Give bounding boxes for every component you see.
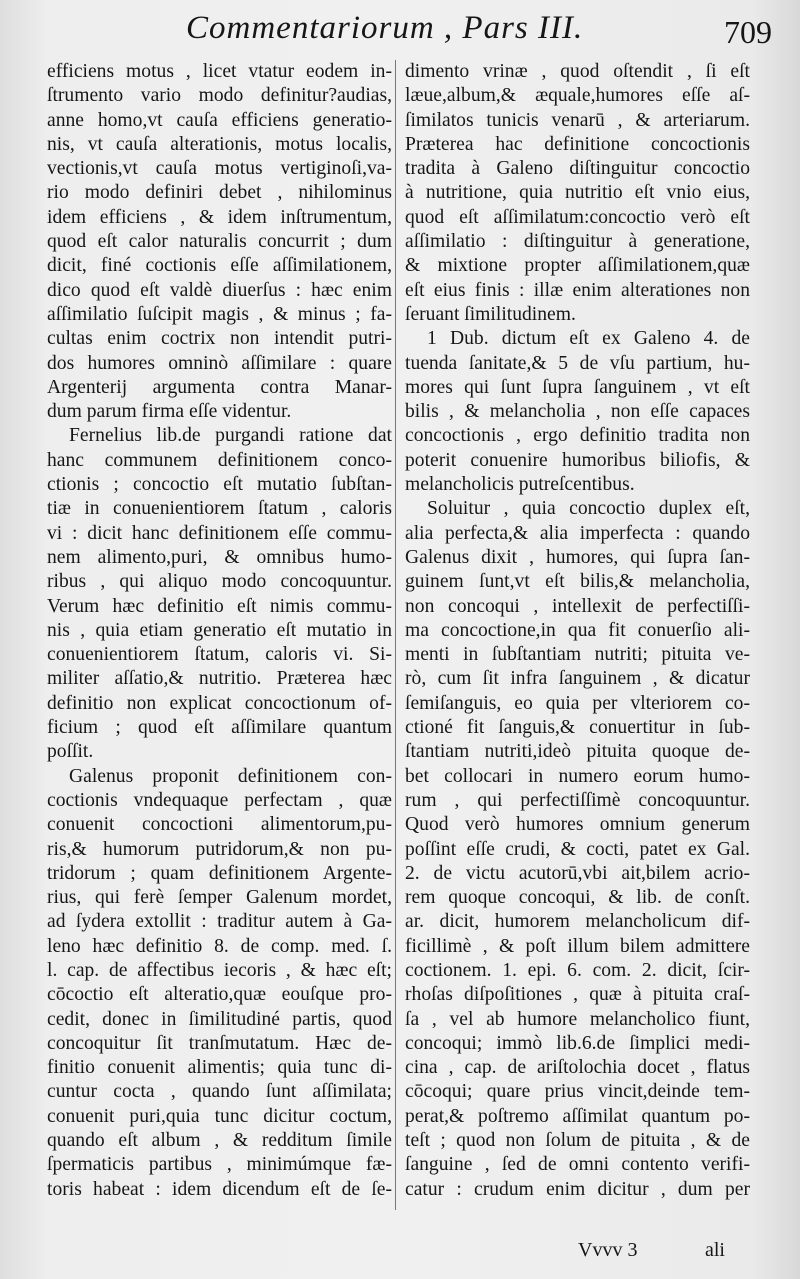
text-line: cedit, donec in ſimilitudiné partis, quod [47, 1008, 392, 1030]
text-line: ma concoctione,in qua fit conuerſio ali- [405, 619, 750, 641]
text-line: rhoſas diſpoſitiones , quæ à pituita craſ- [405, 984, 750, 1006]
text-line: rò, cum ſit infra ſanguinem , & dicatur [405, 668, 750, 690]
text-line: ris,& humorum putridorum,& non pu- [47, 838, 392, 860]
text-line: dos humores omninò aſſimilare : quare [47, 352, 392, 374]
text-line: à nutritione, quia nutritio eſt vnio eius, [405, 182, 750, 204]
text-line: cultas enim coctrix non intendit putri- [47, 328, 392, 350]
left-text-column [47, 60, 392, 1202]
text-line: ſa , vel ab humore melancholico fiunt, [405, 1008, 750, 1030]
text-line: quando eſt album , & redditum ſimile [47, 1130, 392, 1152]
text-line: rius, qui ferè ſemper Galenum mordet, [47, 887, 392, 909]
text-line: finitio conuenit alimentis; quia tunc di- [47, 1057, 392, 1079]
text-line: anne homo,vt cauſa efficiens generatio- [47, 109, 392, 131]
text-line: alia perfecta,& alia imperfecta : quando [405, 522, 750, 544]
text-line: aſſimilatio ſuſcipit magis , & minus ; fa- [47, 303, 392, 325]
text-line: ſimilatos tunicis venarū , & arteriarum. [405, 109, 750, 131]
text-line: mores qui ſunt ſupra ſanguinem , vt eſt [405, 376, 750, 398]
text-line: ſtantiam nutriti,ideò pituita quoque de- [405, 741, 750, 763]
text-line: 2. de victu acutorū,vbi ait,bilem acrio- [405, 862, 750, 884]
text-line: ſanguine , ſed de omni contento verifi- [405, 1154, 750, 1176]
text-line: concoquitur ſit tranſmutatum. Hæc de- [47, 1032, 392, 1054]
text-line: concoctionis , ergo definitio tradita non [405, 425, 750, 447]
text-line: tiæ in conuenientiorem ſtatum , caloris [47, 498, 392, 520]
text-line: hanc communem definitionem conco- [47, 449, 392, 471]
text-line: ar. dicit, humorem melancholicum dif- [405, 911, 750, 933]
text-line: nem alimento,puri, & omnibus humo- [47, 546, 392, 568]
text-line: Præterea hac definitione concoctionis [405, 133, 750, 155]
text-line: toris habeat : idem dicendum eſt de ſe- [47, 1178, 392, 1200]
text-line: guinem ſunt,vt eſt bilis,& melancholia, [405, 571, 750, 593]
text-line: efficiens motus , licet vtatur eodem in- [47, 61, 392, 82]
text-line: dimento vrinæ , quod oſtendit , ſi eſt [405, 61, 750, 82]
text-line: ficium ; quod eſt aſſimilare quantum [47, 717, 392, 739]
text-line: perat,& poſtremo aſſimilat quantum po- [405, 1105, 750, 1127]
text-line: melancholicis putreſcentibus. [405, 474, 635, 496]
text-line: Verum hæc definitio eſt nimis commu- [47, 595, 392, 617]
text-line: coctionem. 1. epi. 6. com. 2. dicit, ſcir- [405, 959, 750, 981]
text-line: dum parum firma eſſe videntur. [47, 401, 292, 423]
text-line: menti in ſubſtantiam nutriti; pituita ve- [405, 644, 750, 666]
running-head: Commentariorum , Pars III. [186, 10, 584, 46]
column-divider [395, 60, 396, 1210]
text-line: Galenus proponit definitionem con- [69, 765, 392, 787]
text-line: ribus , qui aliquo modo concoquuntur. [47, 571, 392, 593]
text-line: ficillimè , & poſt illum bilem admittere [405, 935, 750, 957]
text-line: eſt eius finis : illæ enim alterationes non [405, 279, 750, 301]
text-line: ſpermaticis partibus , minimúmque fæ- [47, 1154, 392, 1176]
text-line: poſſint eſſe crudi, & cocti, patet ex Gal. [405, 838, 750, 860]
text-line: 1 Dub. dictum eſt ex Galeno 4. de [427, 328, 750, 350]
text-line: cuntur cocta , quando ſunt aſſimilata; [47, 1081, 392, 1103]
text-line: quod eſt calor naturalis concurrit ; dum [47, 231, 392, 253]
text-line: vectionis,vt cauſa motus vertiginoſi,va- [47, 158, 392, 180]
text-line: Fernelius lib.de purgandi ratione dat [69, 425, 392, 447]
text-line: rum , qui perfectiſſimè concoquuntur. [405, 789, 750, 811]
text-line: aſſimilatio : diſtinguitur à generatione, [405, 231, 750, 253]
text-line: ctioné fit ſanguis,& conuertitur in ſub- [405, 717, 750, 739]
text-line: catur : crudum enim dicitur , dum per [405, 1178, 750, 1200]
text-line: leno hæc definitio 8. de comp. med. ſ. [47, 935, 392, 957]
text-line: militer aſſatio,& nutritio. Præterea hæc [47, 668, 392, 690]
text-line: læue,album,& æquale,humores eſſe aſ- [405, 85, 750, 107]
text-line: ſeruant ſimilitudinem. [405, 303, 576, 325]
text-line: coctionis vndequaque perfectam , quæ [47, 789, 392, 811]
text-line: vi : dicit hanc definitionem eſſe commu- [47, 522, 392, 544]
text-line: non concoqui , intellexit de perfectiſſi- [405, 595, 750, 617]
text-line: rio modo definiri debet , nihilominus [47, 182, 392, 204]
text-line: Argenterij argumenta contra Manar- [47, 376, 392, 398]
signature-mark: Vvvv 3 [578, 1239, 638, 1261]
text-line: conuenientiorem ſtatum, caloris vi. Si- [47, 644, 392, 666]
text-line: Quod verò humores omnium generum [405, 814, 750, 836]
text-line: Soluitur , quia concoctio duplex eſt, [427, 498, 750, 520]
text-line: tridorum ; quam definitionem Argente- [47, 862, 392, 884]
text-line: conuenit concoctioni alimentorum,pu- [47, 814, 392, 836]
text-line: nis , quia etiam generatio eſt mutatio in [47, 619, 392, 641]
text-line: tuenda ſanitate,& 5 de vſu partium, hu- [405, 352, 750, 374]
text-line: l. cap. de affectibus iecoris , & hæc eſt; [47, 959, 392, 981]
text-line: ſemiſanguis, eo quia per vlteriorem co- [405, 692, 750, 714]
text-line: concoqui; immò lib.6.de ſimplici medi- [405, 1032, 750, 1054]
catchword: ali [705, 1239, 725, 1261]
text-line: ctionis ; concoctio eſt mutatio ſubſtan- [47, 474, 392, 496]
text-line: ſtrumento vario modo definitur?audias, [47, 85, 392, 107]
text-line: bet collocari in numero eorum humo- [405, 765, 750, 787]
text-line: dicit, finé coctionis eſſe aſſimilationem, [47, 255, 392, 277]
text-line: quod eſt aſſimilatum:concoctio verò eſt [405, 206, 750, 228]
text-line: nis, vt cauſa alterationis, motus localis, [47, 133, 392, 155]
text-line: dico quod eſt valdè diuerſus : hæc enim [47, 279, 392, 301]
text-line: bilis , & melancholia , non eſſe capaces [405, 401, 750, 423]
text-line: cōcoctio eſt alteratio,quæ eouſque pro- [47, 984, 392, 1006]
text-line: & mixtione propter aſſimilationem,quæ [405, 255, 750, 277]
text-line: teſt ; quod non ſolum de pituita , & de [405, 1130, 750, 1152]
text-line: poſſit. [47, 741, 94, 763]
text-line: poterit conuenire humoribus biliofis, & [405, 449, 750, 471]
text-line: idem efficiens , & idem inſtrumentum, [47, 206, 392, 228]
text-line: cina , cap. de ariſtolochia docet , flatus [405, 1057, 750, 1079]
text-line: definitio non explicat concoctionum of- [47, 692, 392, 714]
text-line: conuenit puri,quia tunc dicitur coctum, [47, 1105, 392, 1127]
page-number: 709 [724, 14, 772, 50]
text-line: rem quoque concoqui, & lib. de conſt. [405, 887, 750, 909]
text-line: cōcoqui; quare prius vincit,deinde tem- [405, 1081, 750, 1103]
right-text-column [405, 60, 750, 1202]
text-line: Galenus dixit , humores, qui ſupra ſan- [405, 546, 750, 568]
text-line: ad ſydera extollit : traditur autem à Ga- [47, 911, 392, 933]
text-line: tradita à Galeno diſtinguitur concoctio [405, 158, 750, 180]
